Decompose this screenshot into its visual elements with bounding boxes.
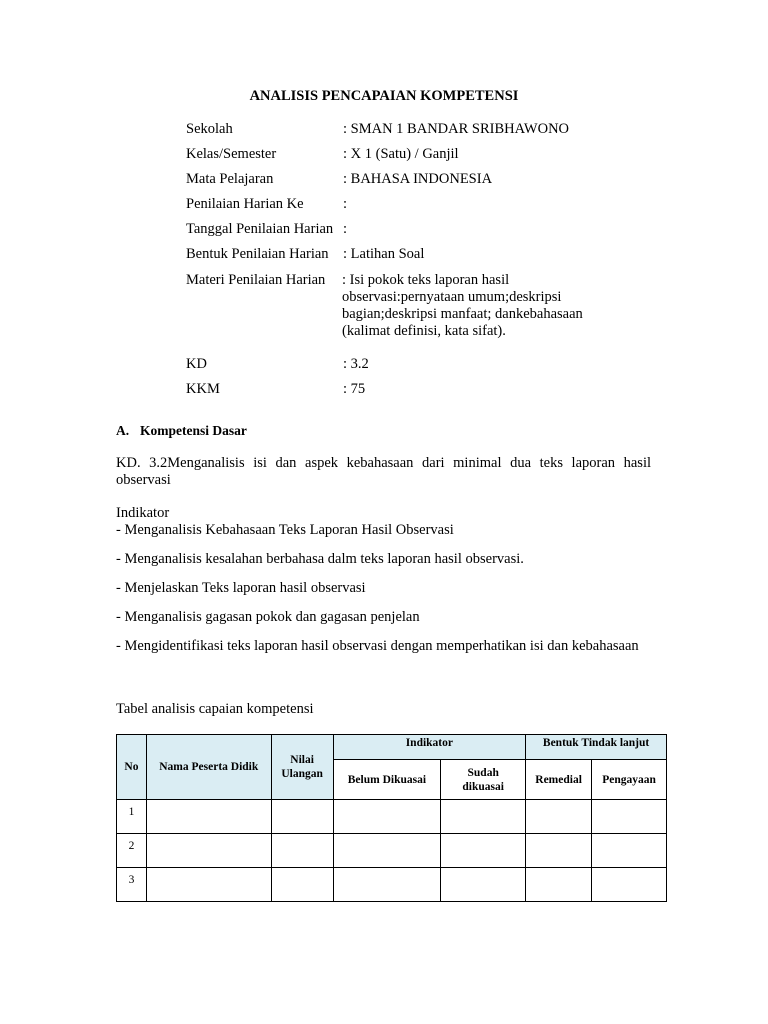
- cell-nilai: [271, 868, 333, 902]
- document-title: ANALISIS PENCAPAIAN KOMPETENSI: [249, 88, 519, 104]
- kd-value: : 3.2: [343, 356, 369, 372]
- table-row: [117, 868, 667, 902]
- indicator-item-1: - Menganalisis Kebahasaan Teks Laporan Hasil Observasi: [116, 522, 454, 538]
- indicator-item-4: - Menganalisis gagasan pokok dan gagasan penjelan: [116, 609, 420, 625]
- indicator-item-5: - Mengidentifikasi teks laporan hasil observasi dengan memperhatikan isi dan kebahasaan: [116, 638, 639, 654]
- kelas-label: Kelas/Semester: [186, 146, 277, 162]
- section-a-heading: [116, 423, 247, 439]
- indicator-item-3: - Menjelaskan Teks laporan hasil observasi: [116, 580, 366, 596]
- kkm-value: : 75: [343, 381, 366, 397]
- indikator-heading: Indikator: [116, 505, 170, 521]
- cell-pengayaan: [592, 868, 667, 902]
- cell-sudah: [441, 868, 526, 902]
- cell-pengayaan: [592, 834, 667, 868]
- header-nilai: Nilai Ulangan: [271, 735, 333, 800]
- header-indikator: Indikator: [333, 735, 526, 760]
- table-caption: Tabel analisis capaian kompetensi: [116, 701, 314, 717]
- cell-sudah: [441, 834, 526, 868]
- cell-nilai: [271, 834, 333, 868]
- bentuk-label: Bentuk Penilaian Harian: [186, 246, 329, 262]
- row-number: 2: [117, 834, 147, 868]
- row-number: 1: [117, 800, 147, 834]
- ph-ke-label: Penilaian Harian Ke: [186, 196, 304, 212]
- table-row: [117, 800, 667, 834]
- cell-remedial: [526, 800, 592, 834]
- tanggal-value: :: [343, 221, 348, 237]
- section-a-letter: A.: [116, 423, 130, 438]
- kkm-label: KKM: [186, 381, 220, 397]
- tanggal-label: Tanggal Penilaian Harian: [186, 221, 334, 237]
- table-row: [117, 834, 667, 868]
- cell-sudah: [441, 800, 526, 834]
- section-a-title: Kompetensi Dasar: [140, 423, 247, 438]
- header-sudah: Sudah dikuasai: [441, 760, 526, 800]
- competency-table: [116, 734, 667, 902]
- cell-belum: [333, 868, 441, 902]
- header-tindak-lanjut: Bentuk Tindak lanjut: [526, 735, 667, 760]
- cell-nilai: [271, 800, 333, 834]
- ph-ke-value: :: [343, 196, 348, 212]
- cell-nama: [146, 834, 271, 868]
- row-number: 3: [117, 868, 147, 902]
- cell-nama: [146, 800, 271, 834]
- cell-pengayaan: [592, 800, 667, 834]
- mapel-label: Mata Pelajaran: [186, 171, 274, 187]
- header-nama: Nama Peserta Didik: [146, 735, 271, 800]
- mapel-value: : BAHASA INDONESIA: [343, 171, 493, 187]
- indicator-item-2: - Menganalisis kesalahan berbahasa dalm teks laporan hasil observasi.: [116, 551, 524, 567]
- materi-label: Materi Penilaian Harian: [186, 272, 326, 288]
- header-no: No: [117, 735, 147, 800]
- bentuk-value: : Latihan Soal: [343, 246, 425, 262]
- materi-value: : Isi pokok teks laporan hasil observasi:pernyataan umum;deskripsi bagian;deskripsi manfaat; dankebahasaan (kalimat definisi, kata sifat).: [342, 272, 583, 339]
- kelas-value: : X 1 (Satu) / Ganjil: [343, 146, 459, 162]
- cell-remedial: [526, 868, 592, 902]
- cell-nama: [146, 868, 271, 902]
- sekolah-label: Sekolah: [186, 121, 233, 137]
- header-belum: Belum Dikuasai: [333, 760, 441, 800]
- header-pengayaan: Pengayaan: [592, 760, 667, 800]
- header-remedial: Remedial: [526, 760, 592, 800]
- cell-belum: [333, 834, 441, 868]
- sekolah-value: : SMAN 1 BANDAR SRIBHAWONO: [343, 121, 570, 137]
- cell-remedial: [526, 834, 592, 868]
- cell-belum: [333, 800, 441, 834]
- kd-paragraph: KD. 3.2Menganalisis isi dan aspek kebahasaan dari minimal dua teks laporan hasil observasi: [116, 455, 651, 488]
- kd-label: KD: [186, 356, 207, 372]
